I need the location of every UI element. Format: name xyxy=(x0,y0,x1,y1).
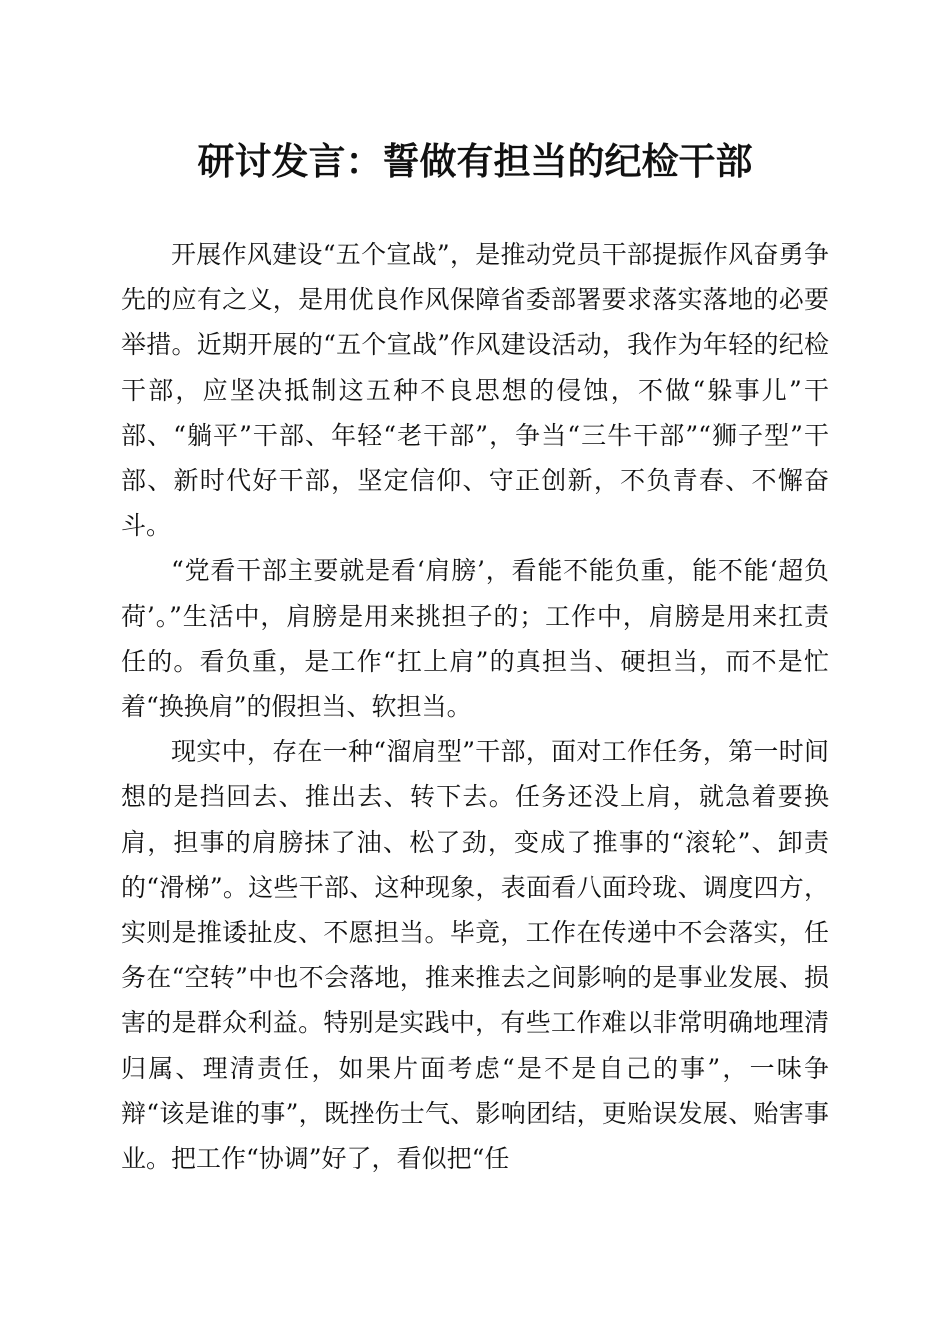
page-title: 研讨发言：誓做有担当的纪检干部 xyxy=(197,139,753,183)
paragraph: 开展作风建设“五个宣战”，是推动党员干部提振作风奋勇争先的应有之义，是用优良作风保障省委部署要求落实落地的必要举措。近期开展的“五个宣战”作风建设活动，我作为年轻的纪检干部，应坚决抵制这五种不良思想的侵蚀，不做“躲事儿”干部、“躺平”干部、年轻“老干部”，争当“三牛干部”“狮子型”干部、新时代好干部，坚定信仰、守正创新，不负青春、不懈奋斗。 xyxy=(121,240,829,541)
document-body xyxy=(121,232,829,1181)
paragraph: “党看干部主要就是看‘肩膀’，看能不能负重，能不能‘超负荷’。”生活中，肩膀是用来挑担子的；工作中，肩膀是用来扛责任的。看负重，是工作“扛上肩”的真担当、硬担当，而不是忙着“换换肩”的假担当、软担当。 xyxy=(121,556,829,722)
paragraph: 现实中，存在一种“溜肩型”干部，面对工作任务，第一时间想的是挡回去、推出去、转下去。任务还没上肩，就急着要换肩，担事的肩膀抹了油、松了劲，变成了推事的“滚轮”、卸责的“滑梯”。这些干部、这种现象，表面看八面玲珑、调度四方，实则是推诿扯皮、不愿担当。毕竟，工作在传递中不会落实，任务在“空转”中也不会落地，推来推去之间影响的是事业发展、损害的是群众利益。特别是实践中，有些工作难以非常明确地理清归属、理清责任，如果片面考虑“是不是自己的事”，一味争辩“该是谁的事”，既挫伤士气、影响团结，更贻误发展、贻害事业。把工作“协调”好了，看似把“任 xyxy=(121,737,829,1174)
